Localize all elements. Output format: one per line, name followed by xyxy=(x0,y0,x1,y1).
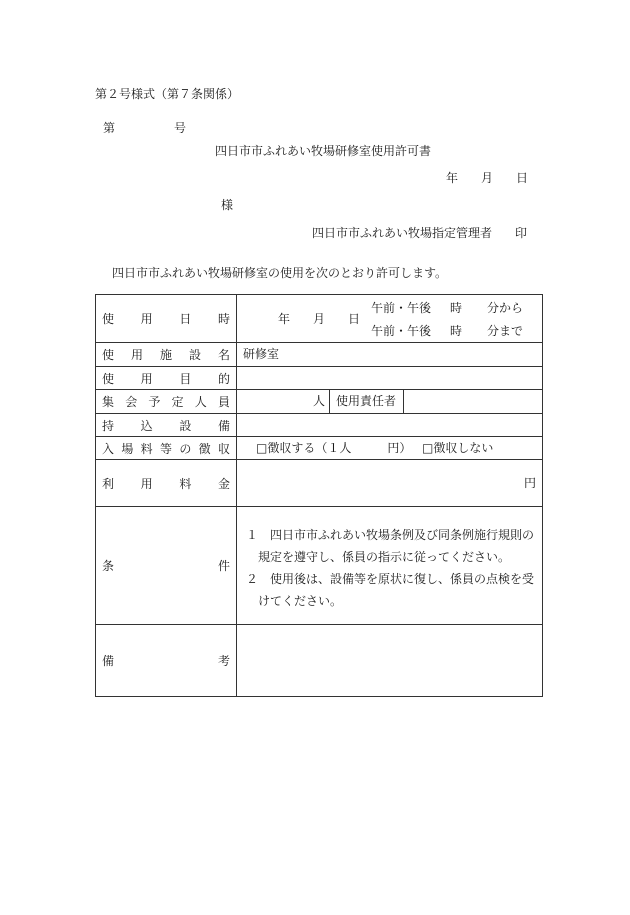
end-ampm: 午前・午後 xyxy=(371,324,432,338)
row-facility xyxy=(96,343,542,367)
label-attendees: 集 会 予 定 人 員 xyxy=(96,390,237,413)
usage-month-label: 月 xyxy=(313,312,326,326)
date-month-label: 月 xyxy=(481,171,494,185)
label-facility: 使 用 施 設 名 xyxy=(96,343,237,366)
label-purpose: 使 用 目 的 xyxy=(96,367,237,389)
issuer-name: 四日市市ふれあい牧場指定管理者 xyxy=(312,226,493,240)
row-conditions xyxy=(96,507,542,625)
attendees-unit: 人 xyxy=(313,394,326,408)
value-facility[interactable] xyxy=(237,343,542,366)
form-number: 第２号様式（第７条関係） xyxy=(95,87,240,101)
attendees-divider-1 xyxy=(329,390,330,413)
end-hour-label: 時 xyxy=(450,324,463,338)
start-minute-label: 分から xyxy=(487,301,524,315)
admission-no-collect-checkbox[interactable]: □徴収しない xyxy=(422,441,494,455)
recipient-honorific: 様 xyxy=(221,198,234,212)
document-title: 四日市市ふれあい牧場研修室使用許可書 xyxy=(215,144,432,158)
facility-name: 研修室 xyxy=(243,347,280,361)
document-number-prefix: 第 xyxy=(103,121,116,135)
value-attendees[interactable] xyxy=(237,390,542,413)
usage-day-label: 日 xyxy=(348,312,361,326)
value-purpose[interactable] xyxy=(237,367,542,389)
intro-statement: 四日市市ふれあい牧場研修室の使用を次のとおり許可します。 xyxy=(112,266,448,280)
attendees-divider-2 xyxy=(403,390,404,413)
label-remarks: 備 考 xyxy=(96,625,237,696)
condition-line: ２ 使用後は、設備等を原状に復し、係員の点検を受 xyxy=(246,572,535,586)
label-conditions: 条 件 xyxy=(96,507,237,624)
permit-form-table xyxy=(95,294,543,697)
value-equipment[interactable] xyxy=(237,414,542,436)
row-equipment xyxy=(96,414,542,437)
row-attendees xyxy=(96,390,542,414)
row-remarks xyxy=(96,625,542,696)
responsible-person-label: 使用責任者 xyxy=(336,394,397,408)
date-year-label: 年 xyxy=(446,171,459,185)
label-usage-date: 使 用 日 時 xyxy=(96,295,237,342)
end-minute-label: 分まで xyxy=(487,324,524,338)
row-purpose xyxy=(96,367,542,390)
value-conditions xyxy=(237,507,542,624)
seal-mark: 印 xyxy=(515,226,528,240)
value-admission xyxy=(237,437,542,459)
label-equipment: 持 込 設 備 xyxy=(96,414,237,436)
condition-line: けてください。 xyxy=(246,594,343,608)
start-ampm: 午前・午後 xyxy=(371,301,432,315)
fee-unit: 円 xyxy=(523,476,536,490)
condition-line: １ 四日市市ふれあい牧場条例及び同条例施行規則の xyxy=(246,528,535,542)
row-usage-date xyxy=(96,295,542,343)
value-fee[interactable] xyxy=(237,460,542,506)
label-fee: 利 用 料 金 xyxy=(96,460,237,506)
condition-line: 規定を遵守し、係員の指示に従ってください。 xyxy=(246,550,511,564)
label-admission: 入 場 料 等 の 徴 収 xyxy=(96,437,237,459)
document-number-suffix: 号 xyxy=(174,121,187,135)
start-hour-label: 時 xyxy=(450,301,463,315)
value-remarks[interactable] xyxy=(237,625,542,696)
row-admission xyxy=(96,437,542,460)
value-usage-date[interactable] xyxy=(237,295,542,342)
admission-collect-checkbox[interactable]: □徴収する（１人 円） xyxy=(256,441,412,455)
date-day-label: 日 xyxy=(516,171,529,185)
usage-year-label: 年 xyxy=(278,312,291,326)
row-fee xyxy=(96,460,542,507)
